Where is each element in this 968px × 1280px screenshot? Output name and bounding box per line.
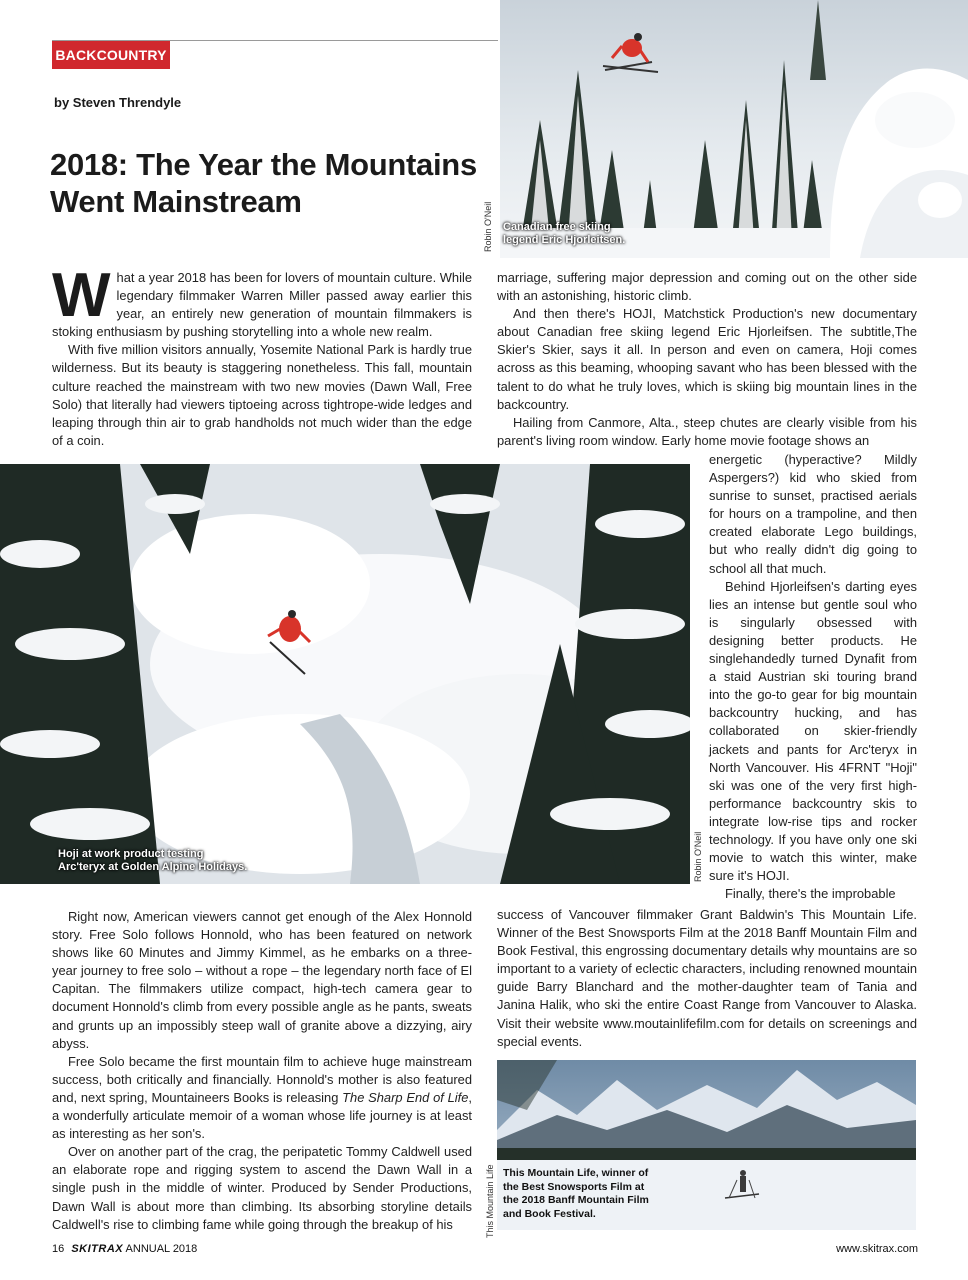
issue-label: ANNUAL 2018 [125,1243,198,1255]
paragraph: With five million visitors annually, Yosemite National Park is hardly true wilderness. But its beauty is staggering nonetheless. This fall, mountain culture reached the mainstream with two new movies (Dawn Wall, Free Solo) that literally had viewers tiptoeing across tightrope-wide ledges and leaping through thin air to grab handholds not much wider than the edge of a coin. [52,342,472,448]
article-left-top [52,261,472,450]
article-right-bottom [497,906,917,1051]
credit-middle: Robin O'Neil [693,831,703,882]
caption-middle: Hoji at work product testing Arc'teryx at Golden Alpine Holidays. [58,848,248,873]
headline: 2018: The Year the Mountains Went Mainstream [50,147,477,219]
paragraph: And then there's HOJI, Matchstick Production's new documentary about Canadian free skiing legend Eric Hjorleifsen. The subtitle,The Skier's Skier, says it all. In person and even on camera, Hoji comes across as this beaming, whooping savant who has been blessed with the talent to do what he truly loves, which is skiing big mountain lines in the backcountry. [497,306,917,412]
article-left-bottom [52,908,472,1234]
footer-website[interactable]: www.skitrax.com [836,1243,918,1255]
article-right-top [497,269,917,450]
photo-middle-forest-skier [0,464,690,884]
article-right-narrow [709,451,917,903]
section-tag: BACKCOUNTRY [52,41,170,69]
byline: by Steven Threndyle [54,95,182,110]
magazine-brand: SKITRAX [71,1243,124,1255]
dropcap: W [52,261,111,330]
caption-top: Canadian free skiing legend Eric Hjorleitsen. [503,221,626,246]
paragraph: energetic (hyperactive? Mildly Aspergers?) kid who skied from sunrise to sunset, practised aerials for hours on a trampoline, and then created elaborate Lego buildings, but who really didn't dig going to school all that much. [709,452,917,576]
paragraph: Hailing from Canmore, Alta., steep chutes are clearly visible from his parent's living room window. Early home movie footage shows an [497,414,917,448]
paragraph: success of Vancouver filmmaker Grant Baldwin's This Mountain Life. Winner of the Best Snowsports Film at the 2018 Banff Mountain Film and Book Festival, this engrossing documentary details why mountains are so important to a variety of eclectic characters, including renowned mountain guide Barry Blanchard and the mother-daughter team of Tania and Janina Halik, who ski the entire Coast Range from Vancouver to Alaska. Visit their website www.moutainlifefilm.com for details on screenings and special events. [497,907,917,1049]
page-number: 16 [52,1243,65,1255]
paragraph: Right now, American viewers cannot get enough of the Alex Honnold story. Free Solo follows Honnold, who has been featured on network shows like 60 Minutes and Jimmy Kimmel, as he embarks on a three-year journey to free solo – without a rope – the legendary north face of El Capitan. The filmmakers utilize compact, high-tech camera gear to document Honnold's climb from every possible angle as he pants, sweats and grunts up an impossibly steep wall of granite above a dizzying, airy abyss. [52,909,472,1051]
credit-bottom: This Mountain Life [485,1164,495,1238]
paragraph: Free Solo became the first mountain film to achieve huge mainstream success, both critically and financially. Honnold's mother is also featured and, next spring, Mountaineers Books is releasing The Sharp End of Life, a wonderfully articulate memoir of a woman whose life journey is at least as interesting as her son's. [52,1053,472,1142]
paragraph: Over on another part of the crag, the peripatetic Tommy Caldwell used an elaborate rope and rigging system to ascend the Dawn Wall in a single push in the middle of winter. Produced by Sender Productions, Dawn Wall is about more than climbing. Its absorbing storyline details Caldwell's rise to climbing fame while going through the breakup of his [52,1144,472,1232]
footer-left [52,1243,197,1255]
paragraph-intro: What a year 2018 has been for lovers of mountain culture. While legendary filmmaker Warren Miller passed away earlier this year, an entirely new generation of mountain filmmakers is stoking enthusiasm by pushing storytelling into a whole new realm. [52,261,472,340]
paragraph: marriage, suffering major depression and coming out on the other side with an astonishing, historic climb. [497,270,917,304]
paragraph: Behind Hjorleifsen's darting eyes lies an intense but gentle soul who is singularly obsessed with designing better products. He singlehandedly turned Dynafit from a staid Austrian ski touring brand into the go-to gear for big mountain backcountry hucking, and has collaborated on skier-friendly jackets and pants for Arc'teryx in North Vancouver. His 4FRNT "Hoji" ski was one of the very first high-performance backcountry skis to integrate low-rise tips and rocker technology. If you have only one ski movie to watch this winter, make sure it's HOJI. [709,578,917,884]
paragraph: Finally, there's the improbable [725,886,896,902]
credit-top: Robin O'Neil [483,201,493,252]
caption-bottom: This Mountain Life, winner of the Best Snowsports Film at the 2018 Banff Mountain Film and Book Festival. [503,1167,649,1220]
photo-top-skier-jump [500,0,968,258]
